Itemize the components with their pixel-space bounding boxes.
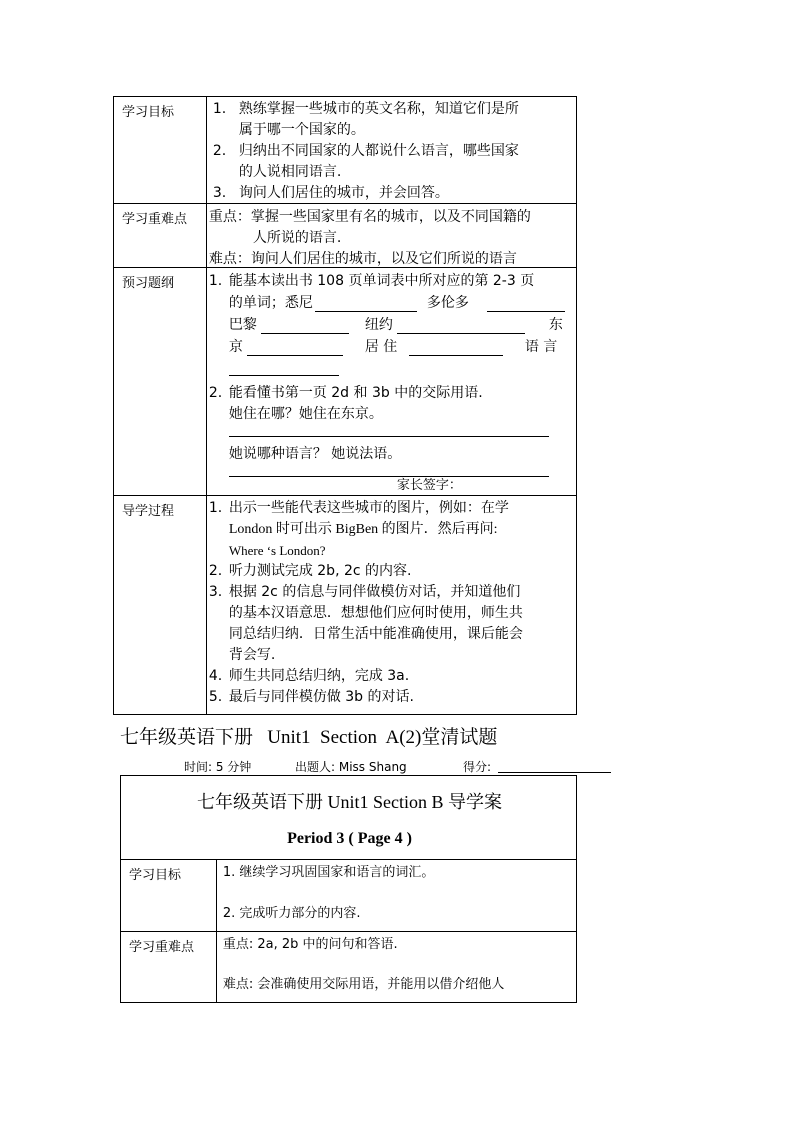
quiz-title: 七年级英语下册 Unit1 Section A(2)堂清试题 [120, 727, 498, 748]
key-label: 学习重难点 [114, 204, 207, 268]
goals-label: 学习目标 [114, 97, 207, 204]
preview-2-num: 2. [208, 385, 223, 401]
goal-1-line-2: 属于哪一个国家的。 [238, 122, 365, 138]
table2-key-cell [216, 932, 576, 1003]
goal-2-line-2: 的人说相同语言. [238, 164, 342, 180]
blank-sydney[interactable] [315, 311, 417, 312]
preview-2-line-1: 能看懂书第一页 2d 和 3b 中的交际用语. [228, 385, 483, 401]
word-toronto: 多伦多 [426, 295, 469, 311]
goal-3-line-1: 询问人们居住的城市，并会回答。 [238, 185, 449, 201]
key-cell [206, 204, 576, 268]
process-4-num: 4. [208, 668, 223, 684]
process-4-line-1: 师生共同总结归纳，完成 3a. [228, 668, 410, 684]
process-1-line-3: Where ‘s London? [228, 543, 326, 558]
preview-q1: 她住在哪？她住在东京。 [228, 406, 383, 422]
quiz-score-label: 得分: [463, 760, 492, 774]
answer-line-1[interactable] [229, 436, 549, 437]
answer-line-2[interactable] [229, 476, 549, 477]
table2-key-focus: 重点: 2a, 2b 中的问句和答语. [222, 937, 398, 952]
preview-cell [206, 268, 576, 496]
table2-key-label: 学习重难点 [121, 932, 217, 1003]
table2-goal-1: 1. 继续学习巩固国家和语言的词汇。 [222, 865, 435, 880]
word-live: 居 住 [364, 339, 398, 355]
quiz-score-blank[interactable] [498, 772, 611, 773]
key-focus-line-2: 人所说的语言. [252, 230, 342, 246]
process-3-line-4: 背会写. [228, 647, 276, 663]
preview-1-line-1: 能基本读出书 108 页单词表中所对应的第 2-3 页 [228, 273, 535, 289]
key-focus-line-1: 重点：掌握一些国家里有名的城市，以及不同国籍的 [208, 209, 531, 225]
preview-1-line-2-prefix: 的单词； [228, 295, 285, 311]
process-5-line-1: 最后与同伴模仿做 3b 的对话. [228, 689, 414, 705]
process-3-line-2: 的基本汉语意思．想想他们应何时使用，师生共 [228, 605, 523, 621]
word-tokyo-2: 京 [228, 339, 243, 355]
process-1-line-2: London 时可出示 BigBen 的图片．然后再问: [228, 522, 498, 537]
goals-cell [206, 97, 576, 204]
quiz-time: 时间: 5 分钟 [184, 760, 252, 774]
word-newyork: 纽约 [364, 317, 393, 333]
blank-newyork[interactable] [397, 333, 525, 334]
table2-header [121, 776, 577, 860]
goal-3-num: 3. [212, 185, 227, 201]
preview-q2: 她说哪种语言？ 她说法语。 [228, 446, 402, 462]
process-2-num: 2. [208, 563, 223, 579]
blank-tokyo[interactable] [247, 355, 343, 356]
quiz-author: 出题人: Miss Shang [295, 760, 407, 774]
table2-goal-2: 2. 完成听力部分的内容. [222, 906, 361, 921]
preview-1-num: 1. [208, 273, 223, 289]
parent-signature-label: 家长签字： [396, 478, 462, 493]
word-language: 语 言 [524, 339, 558, 355]
word-tokyo-1: 东 [548, 317, 563, 333]
process-1-num: 1. [208, 500, 223, 516]
blank-toronto[interactable] [487, 311, 565, 312]
goal-1-line-1: 熟练掌握一些城市的英文名称，知道它们是所 [238, 101, 519, 117]
table2-period: Period 3 ( Page 4 ) [287, 830, 412, 847]
process-2-line-1: 听力测试完成 2b, 2c 的内容. [228, 563, 412, 579]
table2-goals-cell [216, 860, 576, 932]
goal-2-num: 2. [212, 143, 227, 159]
key-difficulty: 难点：询问人们居住的城市，以及它们所说的语言 [208, 251, 517, 267]
table2-key-difficulty: 难点: 会准确使用交际用语，并能用以借介绍他人 [222, 977, 505, 992]
table2-title: 七年级英语下册 Unit1 Section B 导学案 [197, 792, 502, 812]
table2-goals-label: 学习目标 [121, 860, 217, 932]
lesson-table-1 [113, 96, 577, 715]
goal-1-num: 1. [212, 101, 227, 117]
lesson-table-2 [120, 775, 577, 1003]
blank-paris[interactable] [261, 333, 349, 334]
process-cell [206, 496, 576, 715]
preview-label: 预习题纲 [114, 268, 207, 496]
process-1-line-1: 出示一些能代表这些城市的图片，例如：在学 [228, 500, 509, 516]
process-5-num: 5. [208, 689, 223, 705]
blank-language[interactable] [229, 375, 339, 376]
process-3-num: 3. [208, 584, 223, 600]
process-label: 导学过程 [114, 496, 207, 715]
process-3-line-1: 根据 2c 的信息与同伴做模仿对话，并知道他们 [228, 584, 521, 600]
goal-2-line-1: 归纳出不同国家的人都说什么语言，哪些国家 [238, 143, 519, 159]
process-3-line-3: 同总结归纳．日常生活中能准确使用，课后能会 [228, 626, 523, 642]
word-paris: 巴黎 [228, 317, 257, 333]
blank-live[interactable] [409, 355, 503, 356]
word-sydney: 悉尼 [284, 295, 313, 311]
